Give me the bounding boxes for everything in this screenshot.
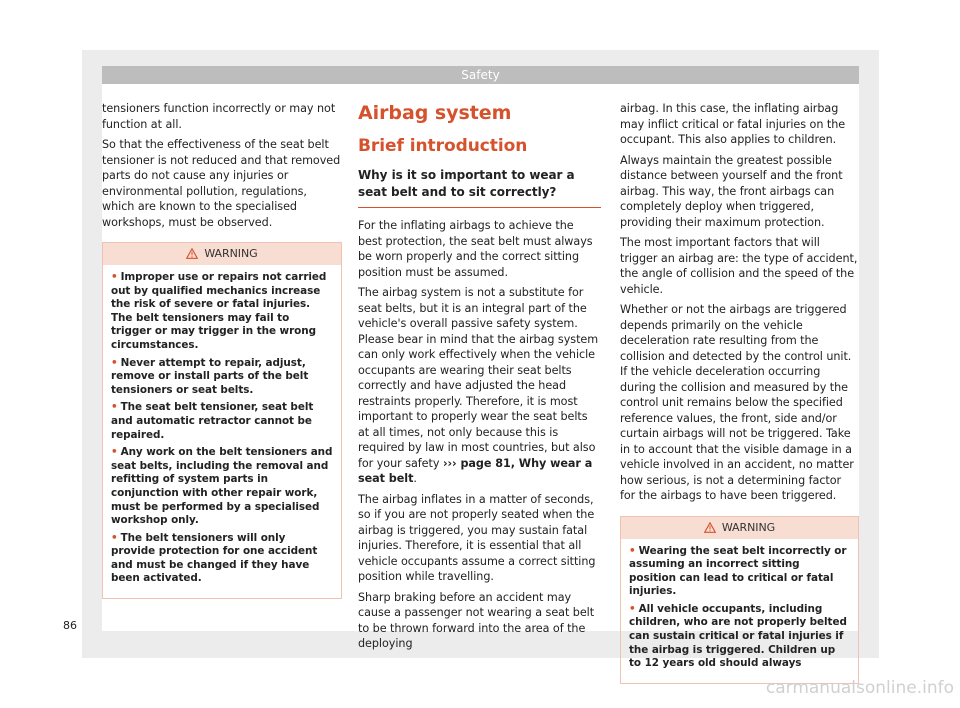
paragraph: tensioners function incorrectly or may not function at all. bbox=[102, 102, 336, 131]
paragraph: Sharp braking before an accident may cause a passenger not wearing a seat belt to be thrown forward into the area of the deploying bbox=[358, 590, 595, 650]
list-item: • The belt tensioners will only provide protection for one accident and must be changed if they have been activated. bbox=[111, 531, 318, 585]
list-item: • All vehicle occupants, including children, who are not properly belted can sustain critical or fatal injuries if the airbag is triggered. Children up to 12 years old should always bbox=[629, 602, 847, 670]
page-number: 86 bbox=[63, 619, 77, 632]
paragraph: Whether or not the airbags are triggered depends primarily on the vehicle deceleration rate resulting from the collision and detected by the control unit. If the vehicle deceleration occurring during the collision and measured by the control unit remains below the specified reference values, the front, side and/or curtain airbags will not be triggered. Take in to account that the visible damage in a vehicle involved in an accident, no matter how serious, is not a determining factor for the airbags to have been triggered. bbox=[620, 303, 854, 502]
warning-triangle-icon bbox=[704, 522, 716, 533]
paragraph: So that the effectiveness of the seat belt tensioner is not reduced and that removed parts do not cause any injuries or environmental pollution, regulations, which are known to the specialised workshops, must be observed. bbox=[102, 138, 341, 229]
warning-list bbox=[111, 271, 333, 586]
warning-box bbox=[620, 516, 859, 684]
paragraph: Always maintain the greatest possible distance between yourself and the front airbag. This way, the front airbags can completely deploy when triggered, providing their maximum protection. bbox=[620, 153, 843, 229]
column-2 bbox=[358, 101, 601, 657]
paragraph: airbag. In this case, the inflating airbag may inflict critical or fatal injuries on the occupant. This also applies to children. bbox=[620, 102, 846, 146]
page-reference-link[interactable]: ››› page 81, Why wear a seat belt bbox=[358, 456, 593, 485]
warning-triangle-icon bbox=[186, 248, 198, 259]
watermark: carmanualsonline.info bbox=[765, 678, 954, 698]
warning-box bbox=[102, 242, 342, 599]
column-3 bbox=[620, 101, 859, 684]
list-item: • Any work on the belt tensioners and seat belts, including the removal and refitting of system parts in conjunction with other repair work, must be performed by a specialised workshop only. bbox=[111, 446, 333, 527]
list-item: • Improper use or repairs not carried out by qualified mechanics increase the risk of severe or fatal injuries. The belt tensioners may fail to trigger or may trigger in the wrong circumstances. bbox=[111, 271, 327, 351]
paragraph: The most important factors that will trigger an airbag are: the type of accident, the angle of collision and the speed of the vehicle. bbox=[620, 236, 858, 296]
column-1 bbox=[102, 101, 342, 599]
warning-header bbox=[621, 517, 858, 539]
section-header: Safety bbox=[102, 66, 859, 84]
list-item: • Never attempt to repair, adjust, remove or install parts of the belt tensioners or seat belts. bbox=[111, 356, 309, 396]
paragraph: The airbag inflates in a matter of seconds, so if you are not properly seated when the airbag is triggered, you may sustain fatal injuries. Therefore, it is essential that all vehicle occupants assume a correct sitting position while travelling. bbox=[358, 492, 596, 583]
warning-title: WARNING bbox=[204, 247, 258, 260]
section-subtitle: Brief introduction bbox=[358, 136, 528, 156]
list-item: • Wearing the seat belt incorrectly or assuming an incorrect sitting position can lead to critical or fatal injuries. bbox=[629, 544, 847, 598]
paragraph: For the inflating airbags to achieve the best protection, the seat belt must always be worn properly and the correct sitting position must be assumed. bbox=[358, 219, 593, 279]
list-item: • The seat belt tensioner, seat belt and automatic retractor cannot be repaired. bbox=[111, 401, 314, 441]
warning-header bbox=[103, 243, 341, 265]
question-heading: Why is it so important to wear a seat belt and to sit correctly? bbox=[358, 167, 601, 208]
warning-title: WARNING bbox=[721, 520, 776, 534]
warning-list bbox=[629, 545, 850, 671]
section-title: Airbag system bbox=[358, 102, 512, 124]
paragraph: The airbag system is not a substitute for seat belts, but it is an integral part of the vehicle's overall passive safety system. Please bear in mind that the airbag system can only work effectively when the vehicle occupants are wearing their seat belts correctly and have adjusted the head restraints properly. Therefore, it is most important to properly wear the seat belts at all times, not only because this is required by law in most countries, but also for your safety ››› page 81, Why wear a seat belt. bbox=[358, 286, 599, 485]
